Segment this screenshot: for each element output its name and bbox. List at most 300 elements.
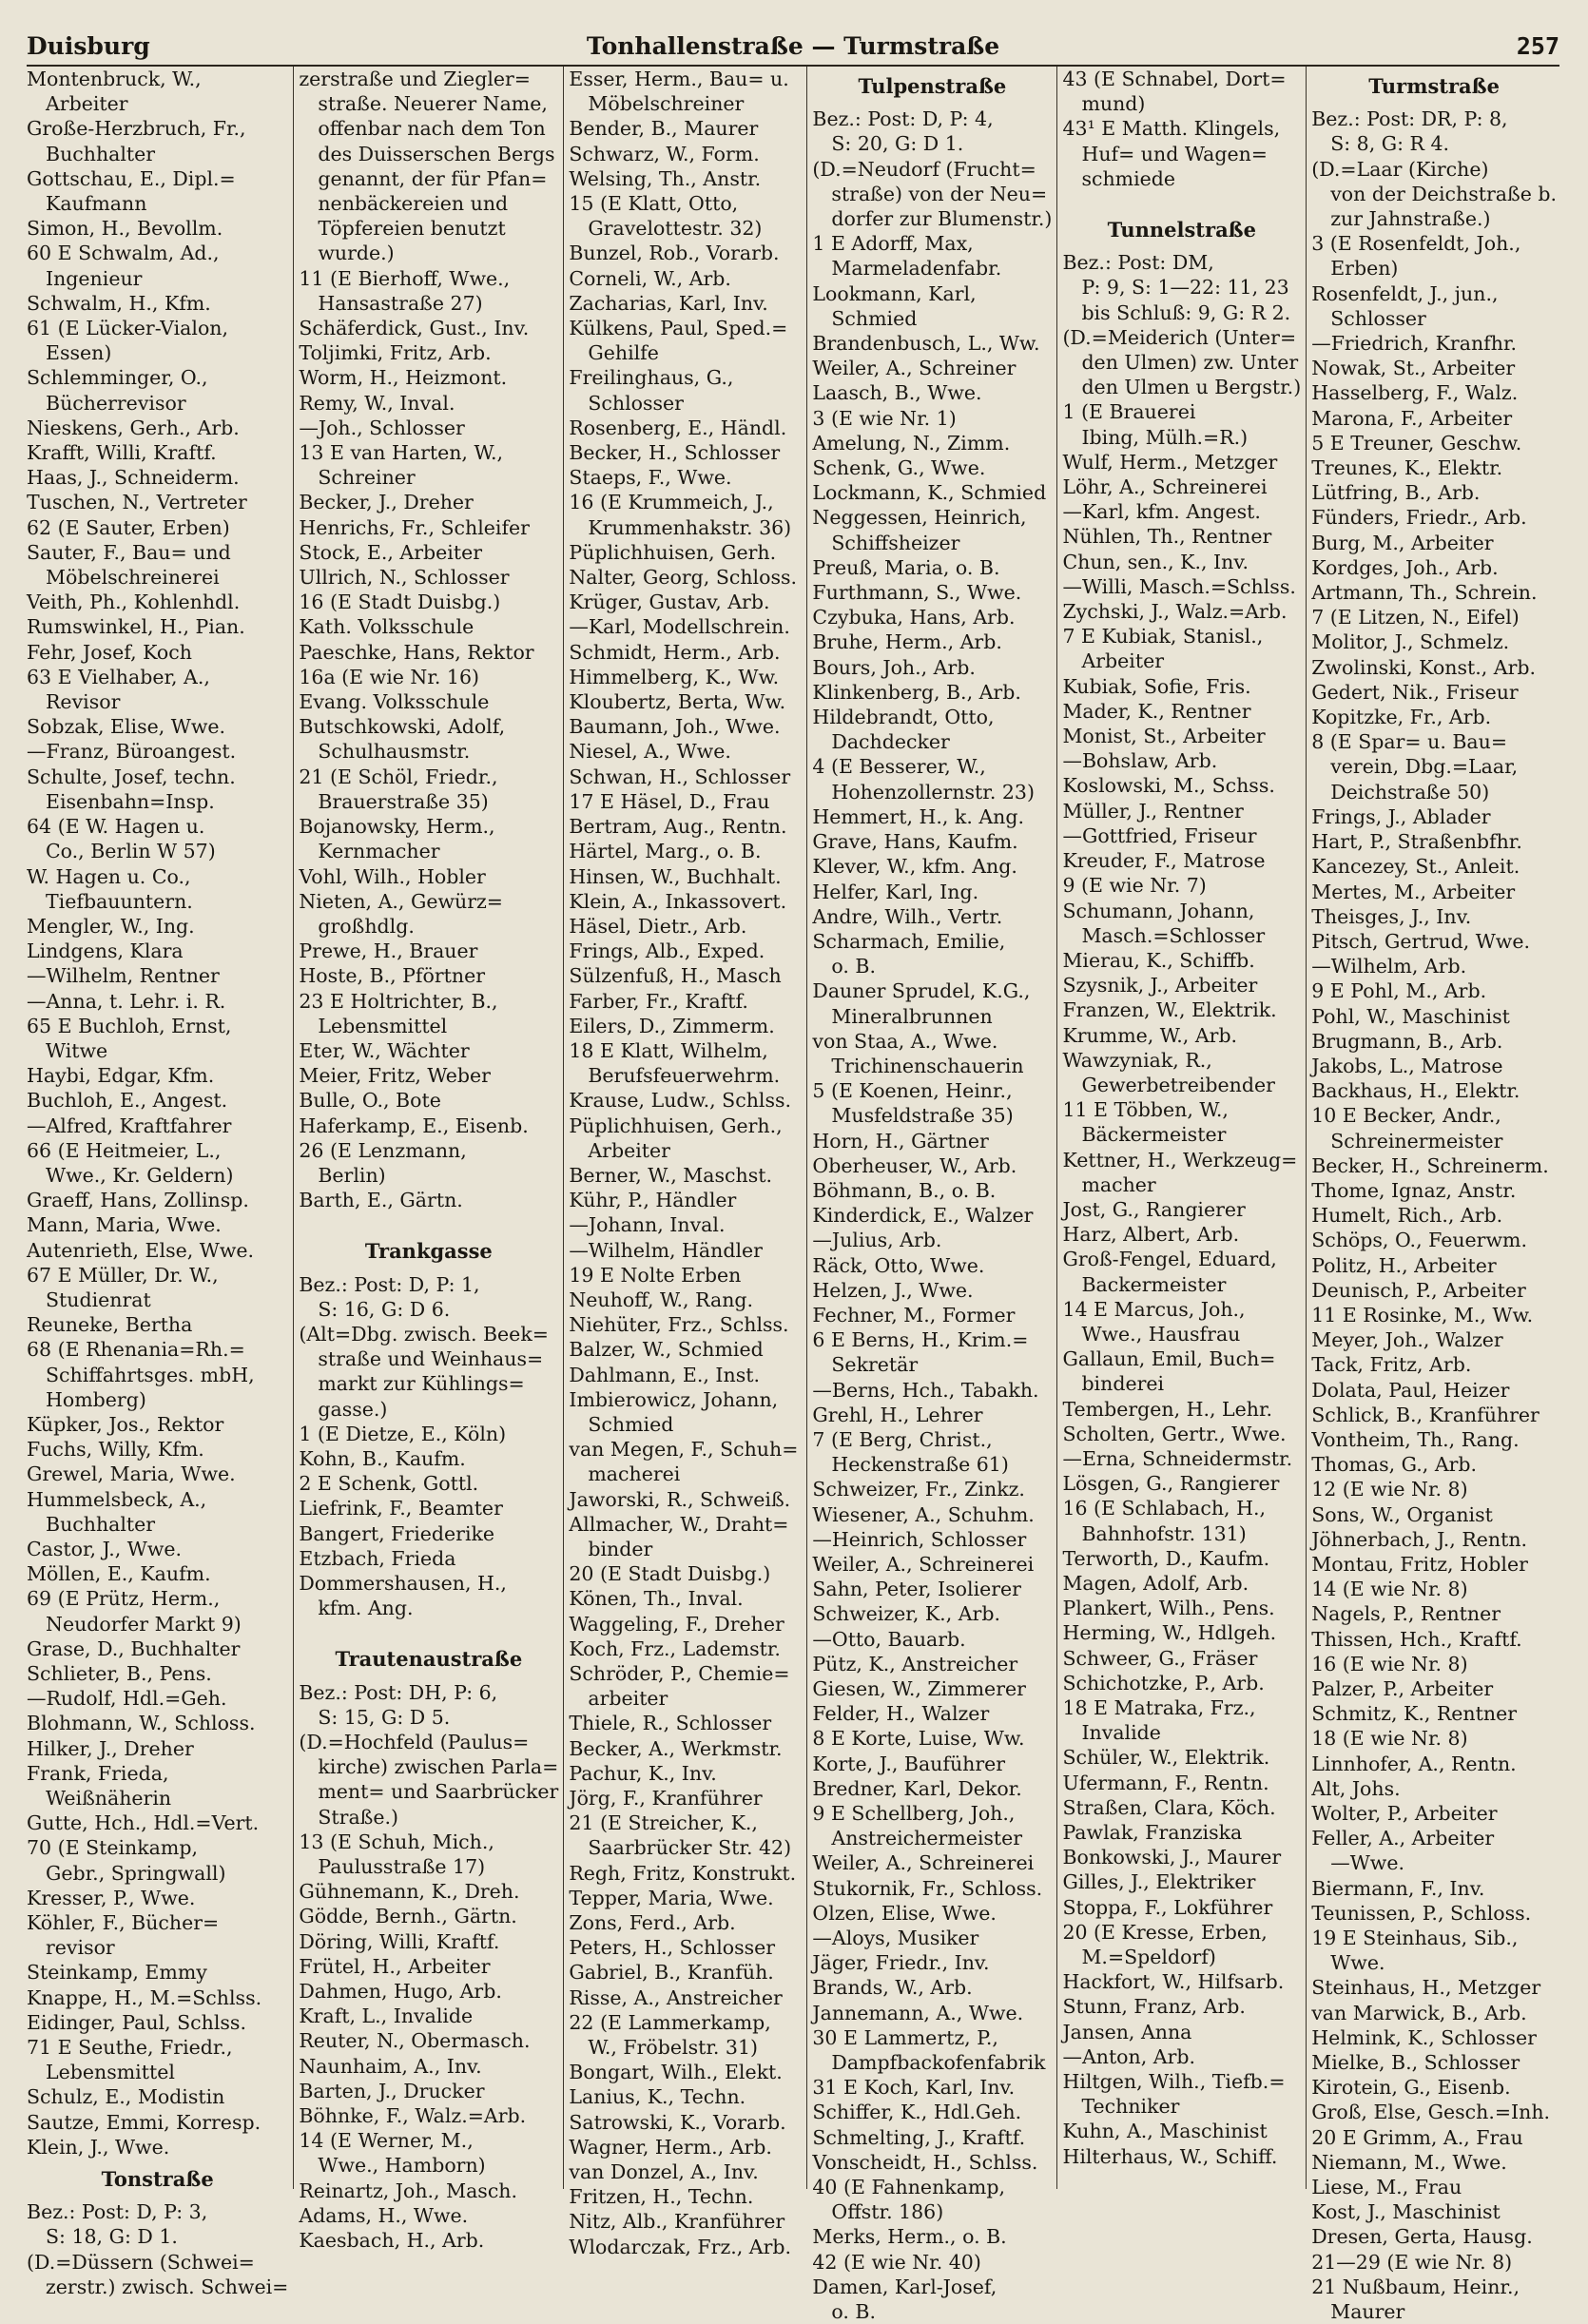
directory-entry: Bez.: Post: D, P: 1, xyxy=(299,1272,480,1296)
directory-entry: Furthmann, S., Wwe. xyxy=(812,581,1022,605)
directory-entry: Wagner, Herm., Arb. xyxy=(569,2135,772,2159)
spacer xyxy=(299,1212,558,1231)
directory-entry: Stukornik, Fr., Schloss. xyxy=(812,1876,1043,1900)
directory-entry: Barten, J., Drucker xyxy=(299,2079,485,2102)
directory-entry: Staeps, F., Wwe. xyxy=(569,466,732,490)
directory-entry: Czybuka, Hans, Arb. xyxy=(812,606,1016,629)
directory-entry: —Wilhelm, Händler xyxy=(569,1238,763,1262)
directory-entry: —Wilhelm, Rentner xyxy=(27,964,220,988)
directory-entry: 43 (E Schnabel, Dort= xyxy=(1062,68,1287,90)
directory-entry: wurde.) xyxy=(318,242,395,265)
directory-entry: Bangert, Friederike xyxy=(299,1521,495,1545)
directory-entry: Pawlak, Franziska xyxy=(1062,1821,1243,1845)
directory-entry: Liefrink, F., Beamter xyxy=(299,1497,503,1520)
directory-entry: Kaufmann xyxy=(46,192,147,216)
directory-entry: Homberg) xyxy=(46,1387,146,1411)
directory-entry: Frank, Frieda, xyxy=(27,1761,169,1785)
directory-entry: Peters, H., Schlosser xyxy=(569,1936,776,1960)
directory-entry: Arbeiter xyxy=(588,1138,670,1162)
directory-entry: Pohl, W., Maschinist xyxy=(1311,1004,1510,1028)
directory-entry: Farber, Fr., Kraftf. xyxy=(569,989,748,1013)
directory-entry: Möbelschreinerei xyxy=(46,566,220,590)
street-heading: Tunnelstraße xyxy=(1107,218,1256,242)
directory-entry: Burg, M., Arbeiter xyxy=(1311,531,1494,554)
directory-entry: Korte, J., Bauführer xyxy=(812,1752,1006,1775)
directory-entry: Hummelsbeck, A., xyxy=(27,1487,207,1511)
directory-entry: Schwalm, H., Kfm. xyxy=(27,291,211,315)
directory-entry: 9 E Pohl, M., Arb. xyxy=(1311,979,1487,1003)
directory-entry: Dahmen, Hugo, Arb. xyxy=(299,1980,502,2004)
directory-entry: Prewe, H., Brauer xyxy=(299,939,478,963)
directory-entry: 60 E Schwalm, Ad., xyxy=(27,242,220,265)
directory-entry: Jannemann, A., Wwe. xyxy=(812,2001,1024,2024)
directory-entry: Rumswinkel, H., Pian. xyxy=(27,615,245,639)
directory-entry: Helzen, J., Wwe. xyxy=(812,1278,974,1302)
directory-entry: Haas, J., Schneiderm. xyxy=(27,466,240,490)
directory-entry: 21—29 (E wie Nr. 8) xyxy=(1311,2250,1513,2274)
directory-entry: Trichinenschauerin xyxy=(831,1054,1024,1077)
directory-entry: 7 (E Berg, Christ., xyxy=(812,1427,993,1451)
directory-entry: Wlodarczak, Frz., Arb. xyxy=(569,2235,792,2258)
directory-entry: Allmacher, W., Draht= xyxy=(569,1512,789,1536)
directory-entry: Jaworski, R., Schweiß. xyxy=(569,1487,791,1511)
directory-entry: Schlemminger, O., xyxy=(27,366,208,390)
directory-entry: (D.=Hochfeld (Paulus= xyxy=(299,1731,530,1753)
directory-entry: Liese, M., Frau xyxy=(1311,2176,1462,2199)
directory-entry: 9 E Schellberg, Joh., xyxy=(812,1802,1016,1826)
directory-entry: Gedert, Nik., Friseur xyxy=(1311,680,1519,704)
directory-entry: Kresser, P., Wwe. xyxy=(27,1886,196,1909)
directory-entry: Hilker, J., Dreher xyxy=(27,1736,194,1760)
directory-entry: Schiffsheizer xyxy=(831,531,960,554)
directory-entry: Erben) xyxy=(1330,257,1399,281)
directory-entry: Eter, W., Wächter xyxy=(299,1038,470,1062)
spacer xyxy=(299,1620,558,1639)
directory-entry: Terworth, D., Kaufm. xyxy=(1062,1546,1270,1570)
directory-entry: S: 20, G: D 1. xyxy=(831,132,964,156)
directory-entry: Wulf, Herm., Metzger xyxy=(1062,450,1278,474)
directory-entry: Ullrich, N., Schlosser xyxy=(299,566,510,590)
header-city: Duisburg xyxy=(27,32,150,60)
directory-entry: P: 9, S: 1—22: 11, 23 xyxy=(1081,276,1289,300)
directory-entry: Schiffahrtsges. mbH, xyxy=(46,1363,255,1386)
directory-entry: Kopitzke, Fr., Arb. xyxy=(1311,706,1492,729)
directory-entry: Klein, J., Wwe. xyxy=(27,2135,170,2159)
directory-entry: Hinsen, W., Buchhalt. xyxy=(569,864,782,888)
directory-entry: 5 (E Koenen, Heinr., xyxy=(812,1079,1013,1103)
directory-entry: Treunes, K., Elektr. xyxy=(1311,456,1503,480)
directory-entry: Große-Herzbruch, Fr., xyxy=(27,117,246,141)
directory-entry: Stoppa, F., Lokführer xyxy=(1062,1895,1273,1919)
directory-entry: Sobzak, Elise, Wwe. xyxy=(27,715,226,739)
directory-entry: Bez.: Post: DM, xyxy=(1062,251,1214,275)
directory-entry: Bertram, Aug., Rentn. xyxy=(569,815,787,839)
directory-entry: 16 (E Stadt Duisbg.) xyxy=(299,591,501,614)
directory-entry: Sautze, Emmi, Korresp. xyxy=(27,2110,261,2134)
directory-entry: Thomas, G., Arb. xyxy=(1311,1453,1478,1477)
directory-entry: Kinderdick, E., Walzer xyxy=(812,1204,1034,1228)
directory-entry: Külkens, Paul, Sped.= xyxy=(569,317,788,340)
directory-entry: Buchhalter xyxy=(46,142,156,165)
directory-entry: Schumann, Johann, xyxy=(1062,899,1255,922)
directory-entry: Felder, H., Walzer xyxy=(812,1702,990,1726)
directory-entry: Offstr. 186) xyxy=(831,2200,944,2224)
directory-entry: Fehr, Josef, Koch xyxy=(27,640,192,664)
directory-entry: Sülzenfuß, H., Masch xyxy=(569,964,782,988)
directory-entry: binderei xyxy=(1081,1372,1165,1396)
directory-entry: 18 (E wie Nr. 8) xyxy=(1311,1727,1468,1751)
directory-entry: —Gottfried, Friseur xyxy=(1062,823,1257,847)
directory-entry: Vontheim, Th., Rang. xyxy=(1311,1427,1520,1451)
directory-entry: Linnhofer, A., Rentn. xyxy=(1311,1752,1517,1775)
directory-entry: Krumme, W., Arb. xyxy=(1062,1023,1238,1047)
directory-entry: Gutte, Hch., Hdl.=Vert. xyxy=(27,1811,260,1835)
directory-entry: Neggessen, Heinrich, xyxy=(812,506,1027,530)
directory-entry: van Megen, F., Schuh= xyxy=(569,1438,799,1462)
page-header xyxy=(27,32,1559,67)
directory-entry: M.=Speldorf) xyxy=(1081,1946,1216,1969)
column-6 xyxy=(1306,67,1561,2324)
directory-entry: —Rudolf, Hdl.=Geh. xyxy=(27,1687,227,1711)
directory-entry: Vonscheidt, H., Schlss. xyxy=(812,2150,1038,2174)
directory-entry: Gravelottestr. 32) xyxy=(588,217,763,241)
directory-entry: Berlin) xyxy=(318,1163,386,1187)
directory-entry: Niehüter, Frz., Schlss. xyxy=(569,1313,789,1337)
directory-entry: Schweizer, Fr., Zinkz. xyxy=(812,1478,1025,1501)
directory-entry: Fuchs, Willy, Kfm. xyxy=(27,1438,204,1462)
directory-entry: Lookmann, Karl, xyxy=(812,281,977,305)
directory-entry: Gewerbetreibender xyxy=(1081,1073,1275,1096)
directory-entry: 1 (E Brauerei xyxy=(1062,400,1196,424)
directory-entry: Jost, G., Rangierer xyxy=(1062,1197,1246,1221)
directory-entry: Krause, Ludw., Schlss. xyxy=(569,1089,792,1113)
directory-entry: Maurer xyxy=(1330,2300,1405,2324)
directory-entry: Hansastraße 27) xyxy=(318,291,483,315)
directory-entry: Reuter, N., Obermasch. xyxy=(299,2029,531,2053)
directory-entry: Jäger, Friedr., Inv. xyxy=(812,1951,990,1975)
directory-entry: Bours, Joh., Arb. xyxy=(812,655,976,679)
directory-entry: Gabriel, B., Kranfüh. xyxy=(569,1961,774,1985)
directory-entry: binder xyxy=(588,1537,653,1560)
directory-entry: o. B. xyxy=(831,955,876,978)
directory-entry: schmiede xyxy=(1081,166,1176,190)
directory-entry: Bojanowsky, Herm., xyxy=(299,815,495,839)
directory-entry: Henrichs, Fr., Schleifer xyxy=(299,515,530,539)
directory-entry: Schwan, H., Schlosser xyxy=(569,765,791,788)
directory-entry: Frings, J., Ablader xyxy=(1311,804,1491,828)
directory-entry: 64 (E W. Hagen u. xyxy=(27,815,205,839)
directory-entry: Musfeldstraße 35) xyxy=(831,1104,1014,1128)
directory-entry: Kubiak, Sofie, Fris. xyxy=(1062,674,1251,698)
directory-entry: Zons, Ferd., Arb. xyxy=(569,1911,736,1935)
directory-entry: Müller, J., Rentner xyxy=(1062,799,1244,823)
directory-entry: Becker, H., Schreinerm. xyxy=(1311,1153,1549,1177)
directory-entry: —Johann, Inval. xyxy=(569,1213,726,1237)
directory-entry: Harz, Albert, Arb. xyxy=(1062,1223,1240,1247)
directory-entry: Schreinermeister xyxy=(1330,1129,1503,1152)
directory-entry: —Karl, kfm. Angest. xyxy=(1062,500,1261,524)
directory-entry: Franzen, W., Elektrik. xyxy=(1062,998,1277,1022)
directory-entry: —Julius, Arb. xyxy=(812,1229,942,1252)
directory-entry: 5 E Treuner, Geschw. xyxy=(1311,431,1522,455)
directory-entry: Wwe., Hamborn) xyxy=(318,2154,486,2178)
directory-entry: Sons, W., Organist xyxy=(1311,1502,1493,1526)
directory-entry: Schmied xyxy=(588,1412,674,1436)
directory-entry: Corneli, W., Arb. xyxy=(569,266,731,290)
street-heading: Tonstraße xyxy=(101,2167,214,2192)
directory-entry: 18 E Klatt, Wilhelm, xyxy=(569,1038,768,1062)
directory-entry: —Berns, Hch., Tabakh. xyxy=(812,1378,1039,1402)
directory-entry: Pütz, K., Anstreicher xyxy=(812,1652,1018,1675)
directory-entry: zerstr.) zwisch. Schwei= xyxy=(46,2275,289,2298)
directory-entry: Hildebrandt, Otto, xyxy=(812,706,995,729)
directory-entry: Simon, H., Bevollm. xyxy=(27,217,223,241)
directory-entry: Gallaun, Emil, Buch= xyxy=(1062,1347,1276,1371)
directory-entry: Frings, Alb., Exped. xyxy=(569,939,765,963)
directory-entry: Mader, K., Rentner xyxy=(1062,699,1251,723)
directory-entry: S: 8, G: R 4. xyxy=(1330,132,1450,156)
directory-entry: 11 E Többen, W., xyxy=(1062,1098,1229,1122)
directory-entry: Esser, Herm., Bau= u. xyxy=(569,68,789,90)
directory-entry: 6 E Berns, H., Krim.= xyxy=(812,1328,1029,1352)
directory-entry: Steinkamp, Emmy xyxy=(27,1961,207,1985)
directory-entry: Imbierowicz, Johann, xyxy=(569,1387,779,1411)
directory-entry: revisor xyxy=(46,1936,115,1960)
directory-entry: Nieten, A., Gewürz= xyxy=(299,889,503,913)
directory-entry: Frütel, H., Arbeiter xyxy=(299,1954,491,1978)
directory-entry: 62 (E Sauter, Erben) xyxy=(27,515,230,539)
directory-entry: Dauner Sprudel, K.G., xyxy=(812,979,1031,1003)
directory-entry: Helmink, K., Schlosser xyxy=(1311,2025,1537,2049)
directory-entry: Balzer, W., Schmied xyxy=(569,1338,764,1362)
directory-entry: (D.=Düssern (Schwei= xyxy=(27,2250,255,2274)
directory-entry: 18 E Matraka, Frz., xyxy=(1062,1696,1256,1719)
directory-entry: Schlick, B., Kranführer xyxy=(1311,1403,1540,1426)
directory-entry: Arbeiter xyxy=(1081,649,1165,673)
directory-entry: 16 (E wie Nr. 8) xyxy=(1311,1652,1468,1675)
directory-entry: Invalide xyxy=(1081,1721,1161,1745)
directory-entry: van Donzel, A., Inv. xyxy=(569,2160,759,2184)
directory-entry: Stock, E., Arbeiter xyxy=(299,540,483,564)
directory-entry: Grewel, Maria, Wwe. xyxy=(27,1462,236,1486)
directory-entry: Deunisch, P., Arbeiter xyxy=(1311,1278,1526,1302)
directory-entry: von der Deichstraße b. xyxy=(1330,182,1557,205)
directory-entry: Nowak, St., Arbeiter xyxy=(1311,357,1516,380)
directory-entry: Eidinger, Paul, Schlss. xyxy=(27,2010,246,2034)
directory-entry: 7 (E Litzen, N., Eifel) xyxy=(1311,606,1520,629)
directory-entry: Bez.: Post: D, P: 3, xyxy=(27,2200,208,2224)
directory-entry: 15 (E Klatt, Otto, xyxy=(569,192,739,216)
directory-entry: Evang. Volksschule xyxy=(299,690,490,714)
directory-entry: S: 15, G: D 5. xyxy=(318,1705,451,1729)
directory-entry: Härtel, Marg., o. B. xyxy=(569,840,762,863)
directory-entry: Jansen, Anna xyxy=(1062,2020,1192,2043)
directory-entry: Eilers, D., Zimmerm. xyxy=(569,1014,775,1037)
directory-entry: nenbäckereien und xyxy=(318,192,509,216)
directory-entry: Stunn, Franz, Arb. xyxy=(1062,1995,1246,2019)
directory-entry: Gödde, Bernh., Gärtn. xyxy=(299,1905,517,1928)
directory-entry: Schiffer, K., Hdl.Geh. xyxy=(812,2101,1022,2124)
directory-entry: des Duisserschen Bergs xyxy=(318,142,555,165)
directory-entry: Ufermann, F., Rentn. xyxy=(1062,1771,1269,1794)
directory-entry: Dresen, Gerta, Hausg. xyxy=(1311,2225,1533,2249)
header-street-range: Tonhallenstraße — Turmstraße xyxy=(586,32,1000,60)
directory-entry: 17 E Häsel, D., Frau xyxy=(569,789,770,813)
directory-entry: 20 E Grimm, A., Frau xyxy=(1311,2125,1523,2149)
directory-entry: Hilterhaus, W., Schiff. xyxy=(1062,2144,1278,2168)
directory-entry: Bez.: Post: D, P: 4, xyxy=(812,107,994,131)
directory-entry: Nieskens, Gerh., Arb. xyxy=(27,416,240,439)
directory-entry: Klein, A., Inkassovert. xyxy=(569,889,787,913)
directory-entry: Löhr, A., Schreinerei xyxy=(1062,475,1268,499)
directory-entry: Plankert, Wilh., Pens. xyxy=(1062,1597,1275,1620)
directory-entry: 63 E Vielhaber, A., xyxy=(27,665,210,688)
directory-entry: Knappe, H., M.=Schlss. xyxy=(27,1985,262,2009)
directory-entry: Remy, W., Inval. xyxy=(299,391,455,415)
directory-entry: —Aloys, Musiker xyxy=(812,1927,979,1950)
directory-entry: 2 E Schenk, Gottl. xyxy=(299,1472,479,1496)
directory-entry: 26 (E Lenzmann, xyxy=(299,1138,467,1162)
directory-entry: S: 18, G: D 1. xyxy=(46,2225,178,2249)
directory-entry: Lockmann, K., Schmied xyxy=(812,481,1047,505)
directory-entry: Schlosser xyxy=(1330,306,1426,330)
directory-entry: Mielke, B., Schlosser xyxy=(1311,2051,1520,2075)
directory-entry: Helfer, Karl, Ing. xyxy=(812,880,979,903)
directory-entry: Dachdecker xyxy=(831,730,950,754)
directory-entry: Becker, J., Dreher xyxy=(299,491,474,514)
directory-entry: Schmitz, K., Rentner xyxy=(1311,1702,1518,1726)
directory-entry: Küpker, Jos., Rektor xyxy=(27,1412,224,1436)
directory-entry: 68 (E Rhenania=Rh.= xyxy=(27,1338,245,1362)
directory-entry: 11 (E Bierhoff, Wwe., xyxy=(299,266,511,290)
directory-entry: Hemmert, H., k. Ang. xyxy=(812,804,1025,828)
directory-entry: Magen, Adolf, Arb. xyxy=(1062,1571,1249,1595)
directory-entry: Eisenbahn=Insp. xyxy=(46,789,215,813)
directory-entry: 14 (E Werner, M., xyxy=(299,2129,474,2153)
street-heading: Tulpenstraße xyxy=(858,74,1007,98)
directory-entry: straße) von der Neu= xyxy=(831,182,1048,205)
directory-entry: Butschkowski, Adolf, xyxy=(299,715,506,739)
directory-entry: den Ulmen) zw. Unter xyxy=(1081,351,1299,375)
directory-entry: Teunissen, P., Schloss. xyxy=(1311,1901,1532,1925)
directory-entry: straße. Neuerer Name, xyxy=(318,92,548,116)
directory-entry: Schmied xyxy=(831,306,918,330)
directory-entry: (D.=Laar (Kirche) xyxy=(1311,157,1489,181)
directory-entry: Bahnhofstr. 131) xyxy=(1081,1521,1247,1545)
directory-entry: Haferkamp, E., Eisenb. xyxy=(299,1114,529,1137)
directory-entry: kirche) zwischen Parla= xyxy=(318,1755,559,1779)
directory-entry: Deichstraße 50) xyxy=(1330,780,1490,804)
directory-entry: Schlosser xyxy=(588,391,684,415)
directory-entry: Fünders, Friedr., Arb. xyxy=(1311,506,1527,530)
directory-entry: Backermeister xyxy=(1081,1272,1227,1296)
directory-entry: Straße.) xyxy=(318,1805,399,1829)
directory-entry: 20 (E Stadt Duisbg.) xyxy=(569,1562,771,1586)
directory-entry: Laasch, B., Wwe. xyxy=(812,381,982,405)
directory-entry: 8 E Korte, Luise, Ww. xyxy=(812,1727,1025,1751)
directory-entry: Lösgen, G., Rangierer xyxy=(1062,1472,1280,1496)
directory-entry: Risse, A., Anstreicher xyxy=(569,1985,783,2009)
directory-entry: arbeiter xyxy=(588,1687,668,1711)
directory-entry: Schweizer, K., Arb. xyxy=(812,1602,1000,1626)
directory-entry: Chun, sen., K., Inv. xyxy=(1062,550,1249,573)
directory-entry: Marona, F., Arbeiter xyxy=(1311,406,1513,430)
directory-entry: Montenbruck, W., xyxy=(27,68,202,90)
directory-entry: Schwarz, W., Form. xyxy=(569,142,760,165)
directory-entry: 61 (E Lücker-Vialon, xyxy=(27,317,229,340)
directory-entry: Waggeling, F., Dreher xyxy=(569,1612,784,1636)
directory-entry: Kreuder, F., Matrose xyxy=(1062,849,1266,873)
directory-entry: Alt, Johs. xyxy=(1311,1776,1401,1800)
directory-entry: Kuhn, A., Maschinist xyxy=(1062,2120,1268,2143)
directory-entry: Niesel, A., Wwe. xyxy=(569,740,731,764)
directory-entry: Schmidt, Herm., Arb. xyxy=(569,640,781,664)
directory-entry: Lebensmittel xyxy=(46,2061,175,2084)
directory-entry: Horn, H., Gärtner xyxy=(812,1129,989,1152)
street-heading: Turmstraße xyxy=(1368,74,1500,98)
directory-entry: Koslowski, M., Schss. xyxy=(1062,774,1275,798)
directory-entry: großhdlg. xyxy=(318,914,415,938)
directory-entry: mund) xyxy=(1081,92,1146,116)
directory-entry: W., Fröbelstr. 31) xyxy=(588,2036,758,2060)
directory-entry: Koch, Frz., Lademstr. xyxy=(569,1636,781,1660)
directory-entry: Kohn, B., Kaufm. xyxy=(299,1446,466,1470)
directory-entry: 16a (E wie Nr. 16) xyxy=(299,665,480,688)
directory-entry: Studienrat xyxy=(46,1288,151,1311)
directory-entry: Paulusstraße 17) xyxy=(318,1855,486,1879)
directory-entry: Klever, W., kfm. Ang. xyxy=(812,855,1017,879)
directory-entry: Püplichhuisen, Gerh., xyxy=(569,1114,783,1137)
directory-entry: Gebr., Springwall) xyxy=(46,1861,226,1885)
directory-entry: Paeschke, Hans, Rektor xyxy=(299,640,534,664)
directory-entry: Kirotein, G., Eisenb. xyxy=(1311,2076,1511,2100)
directory-entry: —Erna, Schneidermstr. xyxy=(1062,1446,1293,1470)
directory-entry: Pachur, K., Inv. xyxy=(569,1761,717,1785)
directory-entry: Nitz, Alb., Kranführer xyxy=(569,2210,785,2234)
directory-entry: Neudorfer Markt 9) xyxy=(46,1612,242,1636)
directory-entry: Hiltgen, Wilh., Tiefb.= xyxy=(1062,2070,1286,2094)
street-heading: Trankgasse xyxy=(364,1239,493,1264)
directory-entry: S: 16, G: D 6. xyxy=(318,1297,451,1321)
directory-entry: Möllen, E., Kaufm. xyxy=(27,1562,211,1586)
directory-entry: Himmelberg, K., Ww. xyxy=(569,665,780,688)
directory-entry: van Marwick, B., Arb. xyxy=(1311,2001,1527,2024)
directory-entry: Grehl, H., Lehrer xyxy=(812,1403,983,1426)
directory-entry: genannt, der für Pfan= xyxy=(318,166,548,190)
directory-entry: 67 E Müller, Dr. W., xyxy=(27,1263,219,1287)
directory-entry: (D.=Neudorf (Frucht= xyxy=(812,157,1036,181)
directory-entry: Kath. Volksschule xyxy=(299,615,474,639)
directory-entry: 21 Nußbaum, Heinr., xyxy=(1311,2275,1520,2298)
directory-entry: —Otto, Bauarb. xyxy=(812,1627,966,1651)
directory-entry: 23 E Holtrichter, B., xyxy=(299,989,498,1013)
directory-entry: Schöps, O., Feuerwm. xyxy=(1311,1229,1527,1252)
directory-entry: (D.=Meiderich (Unter= xyxy=(1062,325,1297,349)
directory-entry: 69 (E Prütz, Herm., xyxy=(27,1587,221,1611)
directory-entry: Hoste, B., Pförtner xyxy=(299,964,486,988)
directory-entry: Schulz, E., Modistin xyxy=(27,2085,225,2109)
directory-entry: Satrowski, K., Vorarb. xyxy=(569,2110,786,2134)
directory-entry: Fechner, M., Former xyxy=(812,1303,1016,1327)
directory-entry: 16 (E Schlabach, H., xyxy=(1062,1497,1266,1520)
directory-entry: Damen, Karl-Josef, xyxy=(812,2275,997,2298)
directory-entry: bis Schluß: 9, G: R 2. xyxy=(1081,300,1291,324)
directory-entry: ment= und Saarbrücker xyxy=(318,1780,559,1804)
directory-entry: Mineralbrunnen xyxy=(831,1004,993,1028)
directory-entry: 1 (E Dietze, E., Köln) xyxy=(299,1422,507,1445)
directory-entry: Lindgens, Klara xyxy=(27,939,184,963)
directory-entry: Brauerstraße 35) xyxy=(318,789,489,813)
